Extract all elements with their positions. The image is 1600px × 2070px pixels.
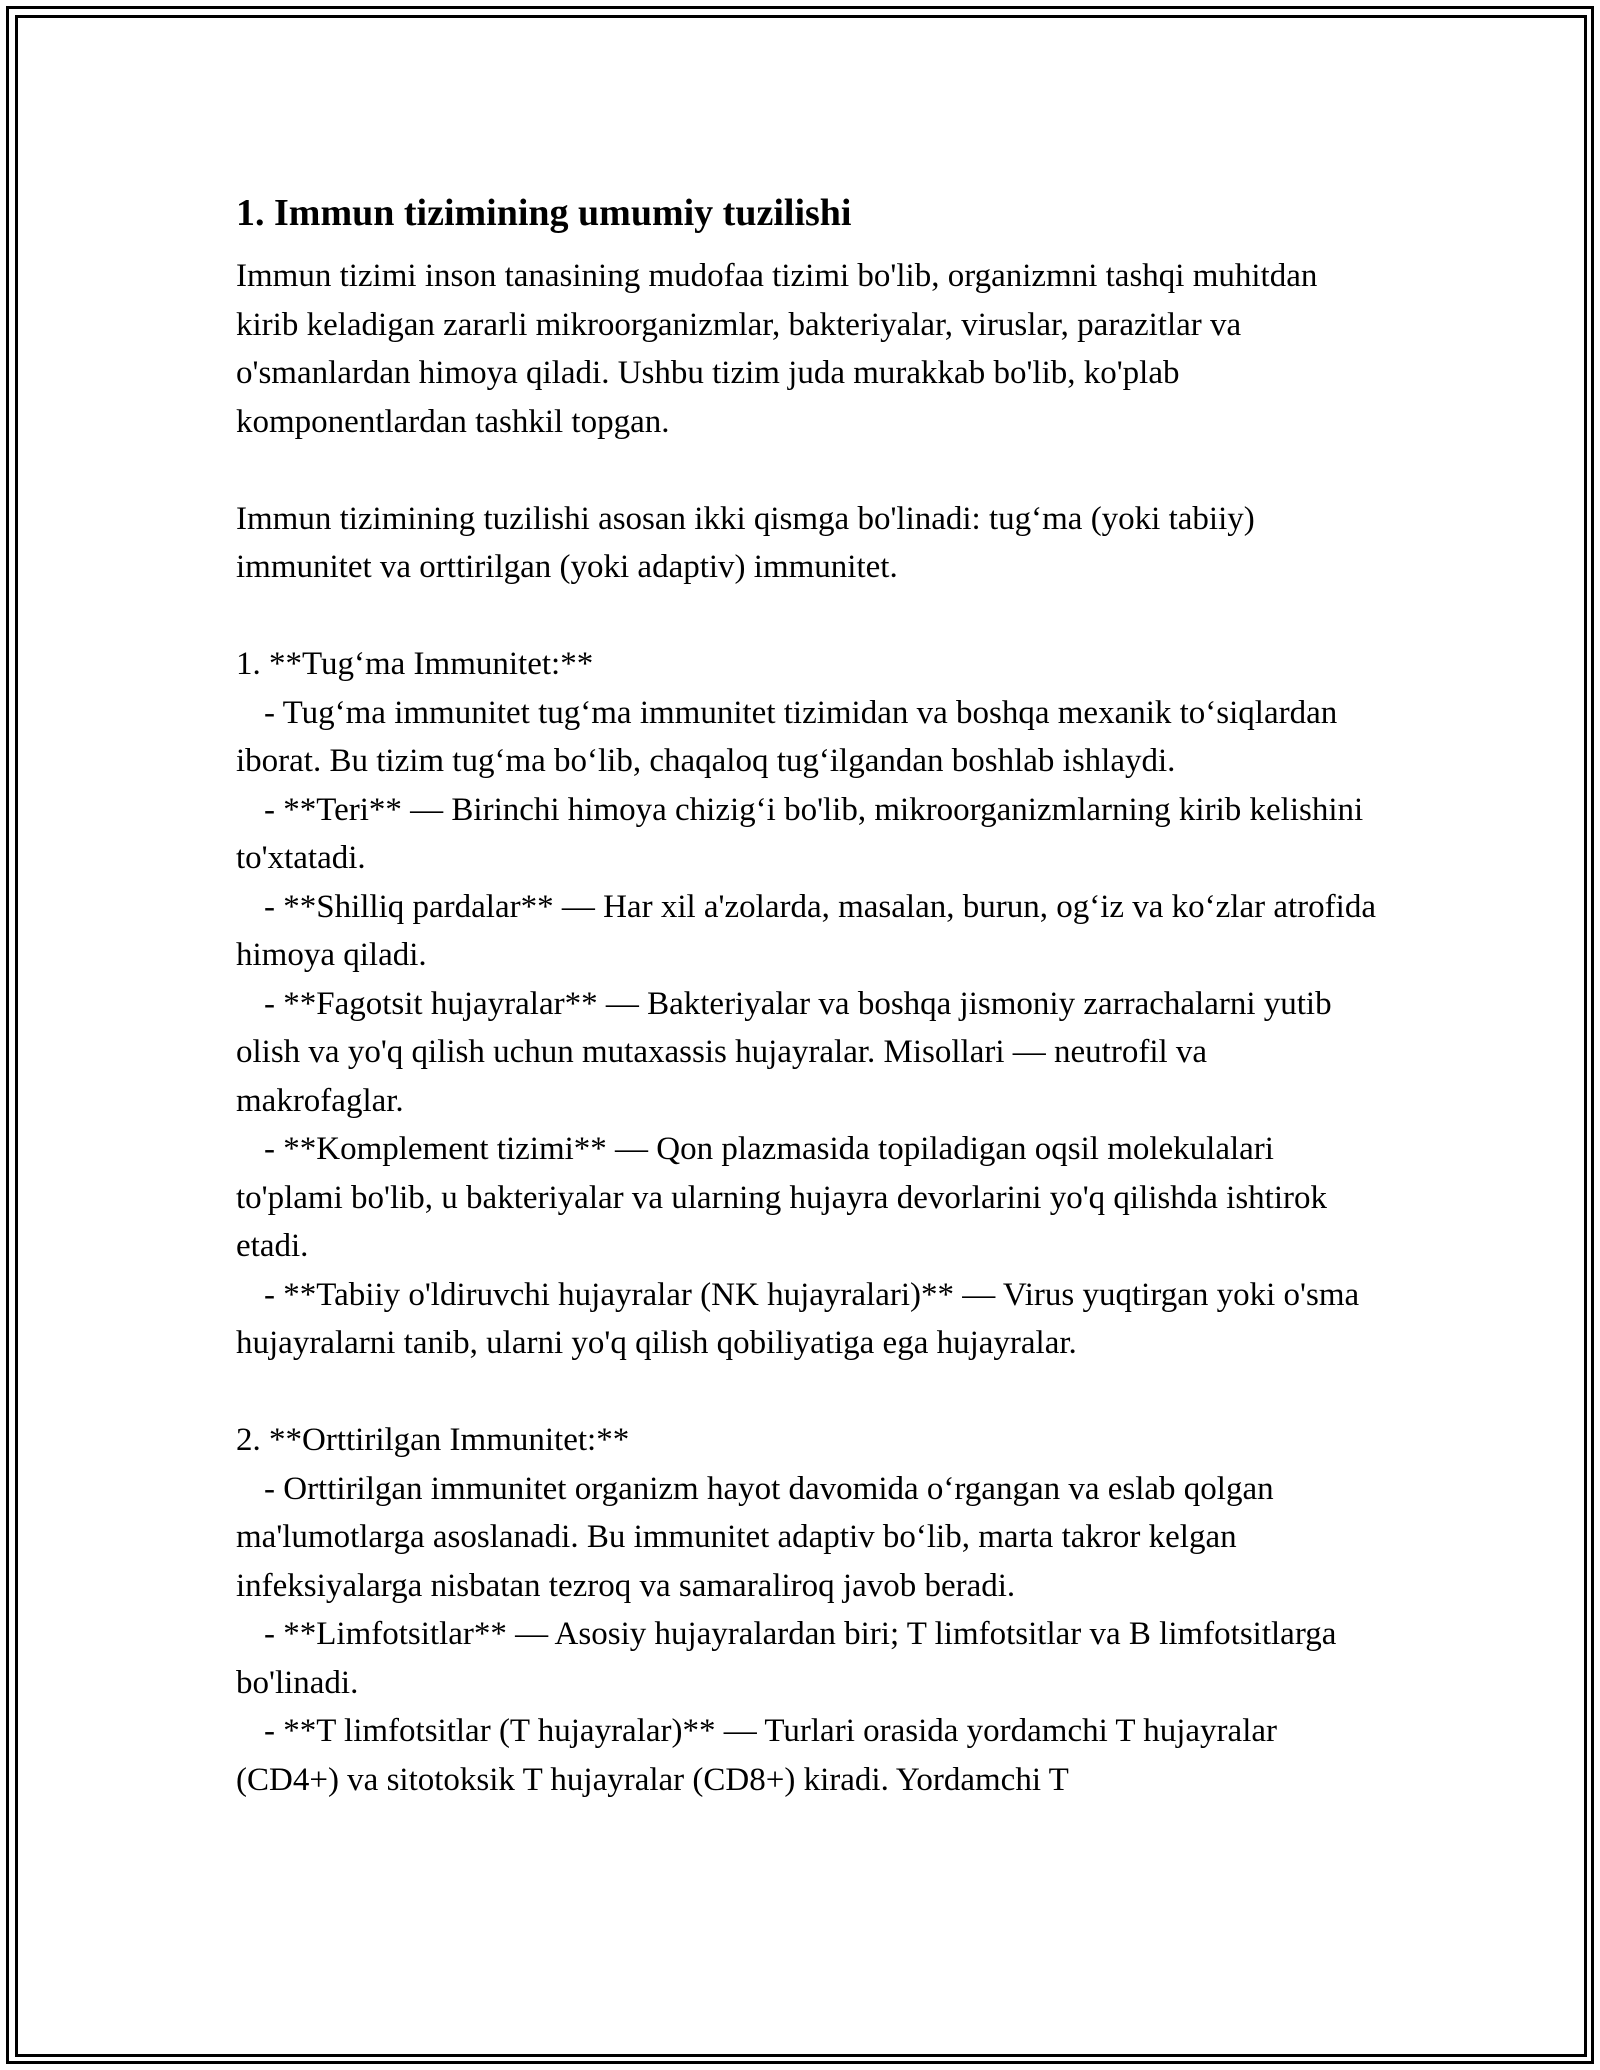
document-body [236, 186, 1385, 1804]
section1-item: - **Komplement tizimi** — Qon plazmasida topiladigan oqsil molekulalari to'plami bo'lib, u bakteriyalar va ularning hujayra devorlarini yo'q qilishda ishtirok etadi. [236, 1131, 1336, 1264]
document-title: 1. Immun tizimining umumiy tuzilishi [236, 192, 852, 234]
section2-heading: 2. **Orttirilgan Immunitet:** [236, 1422, 630, 1458]
intro-paragraph-2: Immun tizimining tuzilishi asosan ikki qismga bo'linadi: tug‘ma (yoki tabiiy) immunitet va orttirilgan (yoki adaptiv) immunitet. [236, 500, 1263, 585]
section2-item: - **Limfotsitlar** — Asosiy hujayralardan biri; T limfotsitlar va B limfotsitlarga bo'linadi. [236, 1616, 1345, 1701]
section1-item: - **Tabiiy o'ldiruvchi hujayralar (NK hujayralari)** — Virus yuqtirgan yoki o'sma hujayralarni tanib, ularni yo'q qilish qobiliyatiga ega hujayralar. [236, 1276, 1368, 1361]
section2-item: - **T limfotsitlar (T hujayralar)** — Turlari orasida yordamchi T hujayralar (CD4+) va sitotoksik T hujayralar (CD8+) kiradi. Yordamchi T [236, 1713, 1286, 1798]
intro-paragraph-1: Immun tizimi inson tanasining mudofaa tizimi bo'lib, organizmni tashqi muhitdan kirib keladigan zararli mikroorganizmlar, bakteriyalar, viruslar, parazitlar va o'smanlardan himoya qiladi. Ushbu tizim juda murakkab bo'lib, ko'plab komponentlardan tashkil topgan. [236, 258, 1326, 440]
section1-item: - **Fagotsit hujayralar** — Bakteriyalar va boshqa jismoniy zarrachalarni yutib olish va yo'q qilish uchun mutaxassis hujayralar. Misollari — neutrofil va makrofaglar. [236, 985, 1340, 1119]
section1-item: - **Teri** — Birinchi himoya chizig‘i bo'lib, mikroorganizmlarning kirib kelishini to'xtatadi. [236, 791, 1372, 876]
section1-item: - Tug‘ma immunitet tug‘ma immunitet tizimidan va boshqa mexanik to‘siqlardan iborat. Bu tizim tug‘ma bo‘lib, chaqaloq tug‘ilgandan boshlab ishlaydi. [236, 694, 1346, 779]
section1-heading: 1. **Tug‘ma Immunitet:** [236, 646, 594, 682]
section1-item: - **Shilliq pardalar** — Har xil a'zolarda, masalan, burun, og‘iz va ko‘zlar atrofida himoya qiladi. [236, 888, 1385, 973]
section2-item: - Orttirilgan immunitet organizm hayot davomida o‘rgangan va eslab qolgan ma'lumotlarga asoslanadi. Bu immunitet adaptiv bo‘lib, marta takror kelgan infeksiyalarga nisbatan tezroq va samaraliroq javob beradi. [236, 1470, 1282, 1604]
